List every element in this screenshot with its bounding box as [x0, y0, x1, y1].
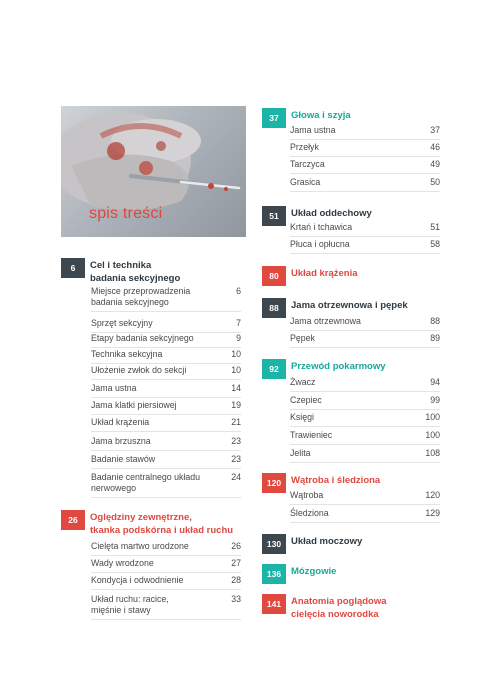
- entry-divider: [91, 450, 241, 451]
- entry-page-number: 33: [231, 594, 241, 604]
- entry-divider: [290, 347, 440, 348]
- section-page-badge[interactable]: 136: [262, 564, 286, 584]
- entry-label: Układ krążenia: [91, 417, 150, 427]
- entry-label: Czepiec: [290, 395, 322, 405]
- entry-divider: [290, 444, 440, 445]
- entry-divider: [91, 347, 241, 348]
- entry-label: Przełyk: [290, 142, 319, 152]
- entry-divider: [290, 236, 440, 237]
- entry-divider: [91, 497, 241, 498]
- section-title[interactable]: Układ krążenia: [291, 268, 358, 279]
- entry-page-number: 28: [231, 575, 241, 585]
- section-page-badge[interactable]: 37: [262, 108, 286, 128]
- entry-label: Tarczyca: [290, 159, 325, 169]
- entry-divider: [290, 522, 440, 523]
- entry-label: Ułożenie zwłok do sekcji: [91, 365, 187, 375]
- entry-page-number: 23: [231, 454, 241, 464]
- entry-page-number: 6: [236, 286, 241, 296]
- entry-page-number: 108: [425, 448, 440, 458]
- entry-divider: [290, 409, 440, 410]
- cover-title: spis treści: [89, 205, 163, 222]
- section-title[interactable]: Jama otrzewnowa i pępek: [291, 300, 408, 311]
- entry-divider: [91, 414, 241, 415]
- entry-label: Żwacz: [290, 377, 316, 387]
- entry-divider: [290, 156, 440, 157]
- entry-label: Cielęta martwo urodzone: [91, 541, 189, 551]
- entry-divider: [91, 397, 241, 398]
- entry-divider: [290, 330, 440, 331]
- section-title[interactable]: Oględziny zewnętrzne, tkanka podskórna i układ ruchu: [90, 512, 234, 536]
- entry-divider: [91, 363, 241, 364]
- entry-page-number: 51: [430, 222, 440, 232]
- entry-page-number: 100: [425, 412, 440, 422]
- entry-page-number: 10: [231, 349, 241, 359]
- entry-label: Badanie stawów: [91, 454, 156, 464]
- entry-divider: [290, 426, 440, 427]
- entry-page-number: 129: [425, 508, 440, 518]
- entry-page-number: 99: [430, 395, 440, 405]
- entry-page-number: 24: [231, 472, 241, 482]
- entry-divider: [290, 139, 440, 140]
- entry-page-number: 88: [430, 316, 440, 326]
- entry-label: Krtań i tchawica: [290, 222, 353, 232]
- entry-divider: [91, 555, 241, 556]
- entry-label: Układ ruchu: racice, mięśnie i stawy: [91, 594, 169, 615]
- entry-divider: [91, 311, 241, 312]
- entry-page-number: 120: [425, 490, 440, 500]
- entry-label: Badanie centralnego układu nerwowego: [91, 472, 201, 493]
- entry-label: Śledziona: [290, 508, 329, 518]
- entry-label: Miejsce przeprowadzenia badania sekcyjnego: [91, 286, 191, 307]
- entry-label: Technika sekcyjna: [91, 349, 163, 359]
- entry-divider: [290, 462, 440, 463]
- entry-page-number: 49: [430, 159, 440, 169]
- section-title[interactable]: Anatomia poglądowa cielęcia noworodka: [291, 596, 387, 620]
- section-title[interactable]: Wątroba i śledziona: [291, 475, 381, 486]
- entry-label: Jama brzuszna: [91, 436, 151, 446]
- entry-page-number: 37: [430, 125, 440, 135]
- section-title[interactable]: Układ moczowy: [291, 536, 363, 547]
- entry-label: Jama klatki piersiowej: [91, 400, 177, 410]
- entry-page-number: 14: [231, 383, 241, 393]
- entry-label: Księgi: [290, 412, 314, 422]
- section-page-badge[interactable]: 51: [262, 206, 286, 226]
- entry-divider: [91, 619, 241, 620]
- entry-divider: [290, 391, 440, 392]
- section-title[interactable]: Cel i technika badania sekcyjnego: [90, 260, 181, 284]
- entry-label: Etapy badania sekcyjnego: [91, 333, 194, 343]
- entry-page-number: 7: [236, 318, 241, 328]
- section-page-badge[interactable]: 80: [262, 266, 286, 286]
- section-page-badge[interactable]: 6: [61, 258, 85, 278]
- entry-label: Wątroba: [290, 490, 324, 500]
- entry-divider: [290, 191, 440, 192]
- section-title[interactable]: Układ oddechowy: [291, 208, 372, 219]
- entry-divider: [290, 504, 440, 505]
- entry-page-number: 89: [430, 333, 440, 343]
- entry-page-number: 50: [430, 177, 440, 187]
- section-page-badge[interactable]: 120: [262, 473, 286, 493]
- entry-label: Pępek: [290, 333, 315, 343]
- entry-label: Grasica: [290, 177, 321, 187]
- entry-divider: [91, 572, 241, 573]
- section-page-badge[interactable]: 26: [61, 510, 85, 530]
- entry-label: Jama otrzewnowa: [290, 316, 361, 326]
- entry-divider: [290, 173, 440, 174]
- entry-page-number: 9: [236, 333, 241, 343]
- entry-page-number: 46: [430, 142, 440, 152]
- entry-page-number: 23: [231, 436, 241, 446]
- entry-label: Sprzęt sekcyjny: [91, 318, 153, 328]
- section-title[interactable]: Głowa i szyja: [291, 110, 351, 121]
- entry-divider: [91, 431, 241, 432]
- entry-page-number: 26: [231, 541, 241, 551]
- entry-label: Kondycja i odwodnienie: [91, 575, 184, 585]
- entry-label: Wady wrodzone: [91, 558, 154, 568]
- entry-page-number: 100: [425, 430, 440, 440]
- entry-divider: [91, 468, 241, 469]
- entry-page-number: 19: [231, 400, 241, 410]
- cover-photo: [61, 106, 246, 237]
- entry-page-number: 58: [430, 239, 440, 249]
- section-title[interactable]: Mózgowie: [291, 566, 337, 577]
- entry-page-number: 10: [231, 365, 241, 375]
- entry-divider: [91, 379, 241, 380]
- entry-page-number: 21: [231, 417, 241, 427]
- entry-divider: [91, 589, 241, 590]
- entry-label: Jama ustna: [290, 125, 336, 135]
- entry-divider: [290, 253, 440, 254]
- section-title[interactable]: Przewód pokarmowy: [291, 361, 386, 372]
- section-page-badge[interactable]: 88: [262, 298, 286, 318]
- section-page-badge[interactable]: 130: [262, 534, 286, 554]
- section-page-badge[interactable]: 92: [262, 359, 286, 379]
- entry-label: Jama ustna: [91, 383, 137, 393]
- section-page-badge[interactable]: 141: [262, 594, 286, 614]
- entry-label: Płuca i opłucna: [290, 239, 350, 249]
- entry-label: Jelita: [290, 448, 311, 458]
- entry-label: Trawieniec: [290, 430, 333, 440]
- entry-page-number: 94: [430, 377, 440, 387]
- entry-page-number: 27: [231, 558, 241, 568]
